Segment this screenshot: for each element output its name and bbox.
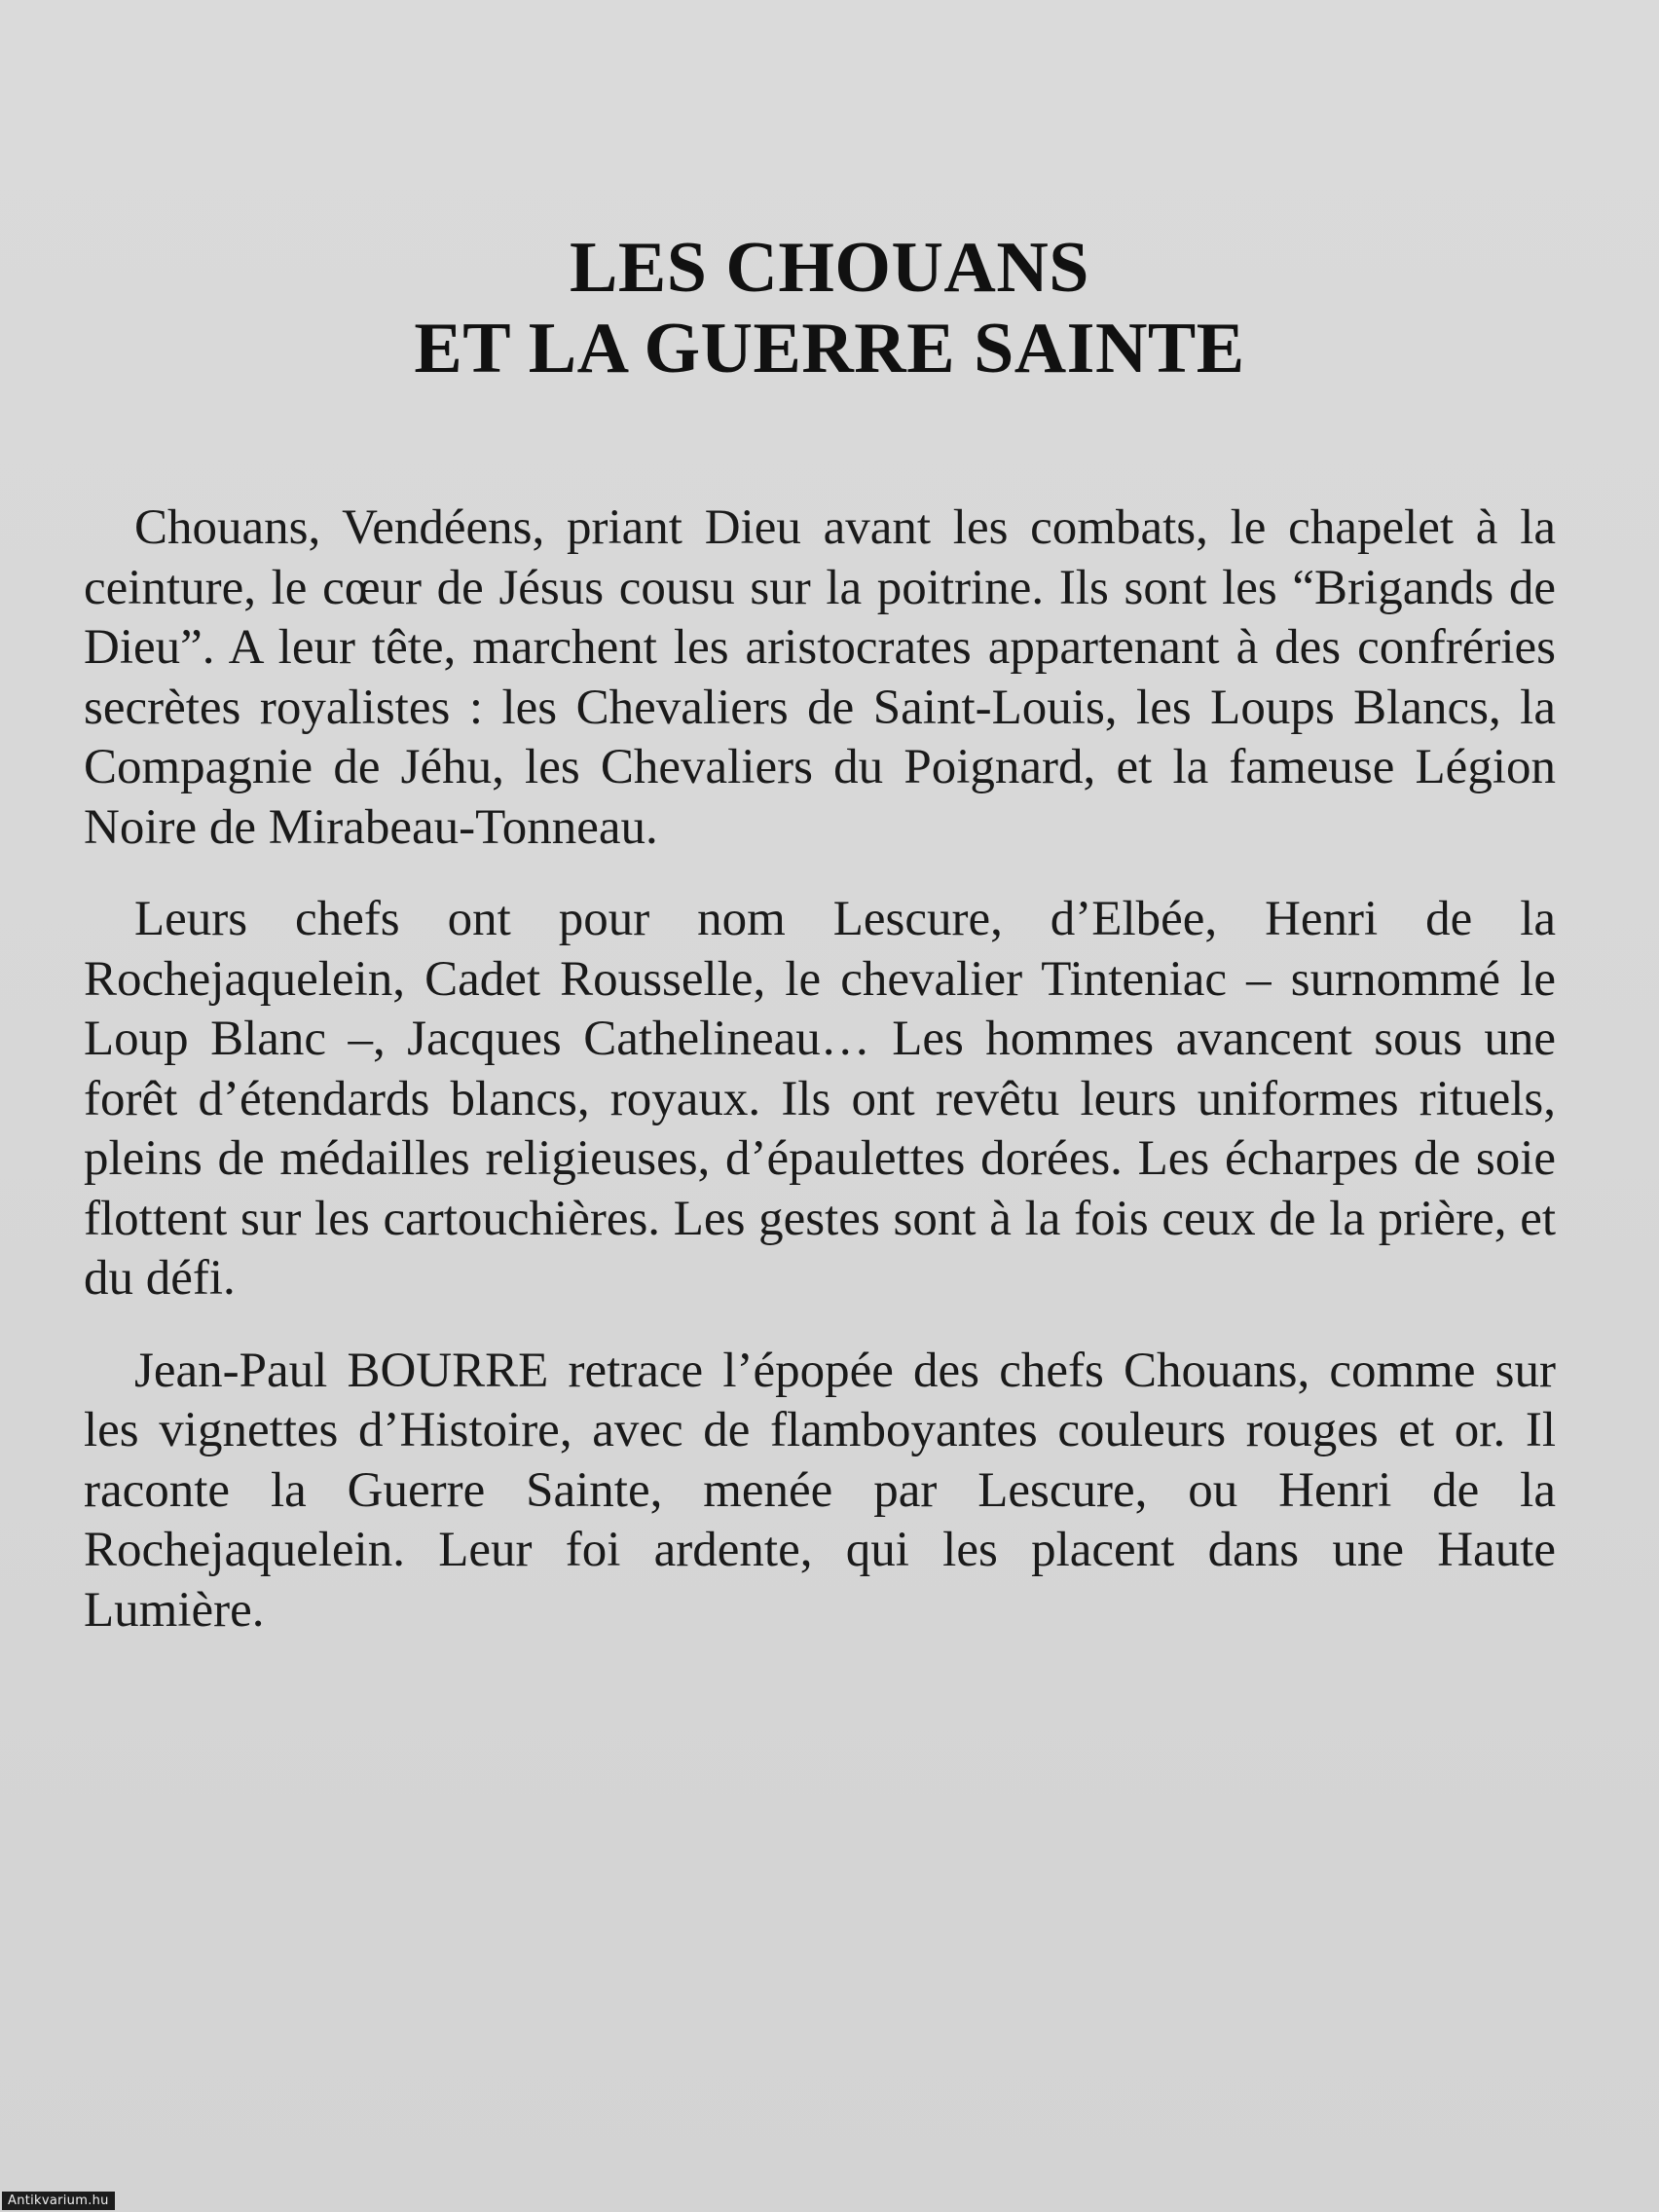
page-title — [0, 228, 1659, 389]
paragraph-2: Leurs chefs ont pour nom Lescure, d’Elbée, Henri de la Rochejaquelein, Cadet Rousselle, le chevalier Tinteniac – surnommé le Loup Blanc –, Jacques Cathelineau… Les hommes avancent sous une forêt d’étendards blancs, royaux. Ils ont revêtu leurs uniformes rituels, pleins de médailles religieuses, d’épaulettes dorées. Les écharpes de soie flottent sur les cartouchières. Les gestes sont à la fois ceux de la prière, et du défi. — [84, 892, 1556, 1306]
blurb-text — [84, 498, 1556, 1673]
title-line-2: ET LA GUERRE SAINTE — [414, 309, 1245, 388]
title-line-1: LES CHOUANS — [570, 228, 1089, 308]
paragraph-1: Chouans, Vendéens, priant Dieu avant les combats, le chapelet à la ceinture, le cœur de Jésus cousu sur la poitrine. Ils sont les “Brigands de Dieu”. A leur tête, marchent les aristocrates appartenant à des confréries secrètes royalistes : les Chevaliers de Saint-Louis, les Loups Blancs, la Compagnie de Jéhu, les Chevaliers du Poignard, et la fameuse Légion Noire de Mirabeau-Tonneau. — [84, 500, 1556, 855]
paragraph-3: Jean-Paul BOURRE retrace l’épopée des chefs Chouans, comme sur les vignettes d’Histoire, avec de flamboyantes couleurs rouges et or. Il raconte la Guerre Sainte, menée par Lescure, ou Henri de la Rochejaquelein. Leur foi ardente, qui les placent dans une Haute Lumière. — [84, 1343, 1556, 1638]
watermark-label: Antikvarium.hu — [2, 2192, 115, 2210]
